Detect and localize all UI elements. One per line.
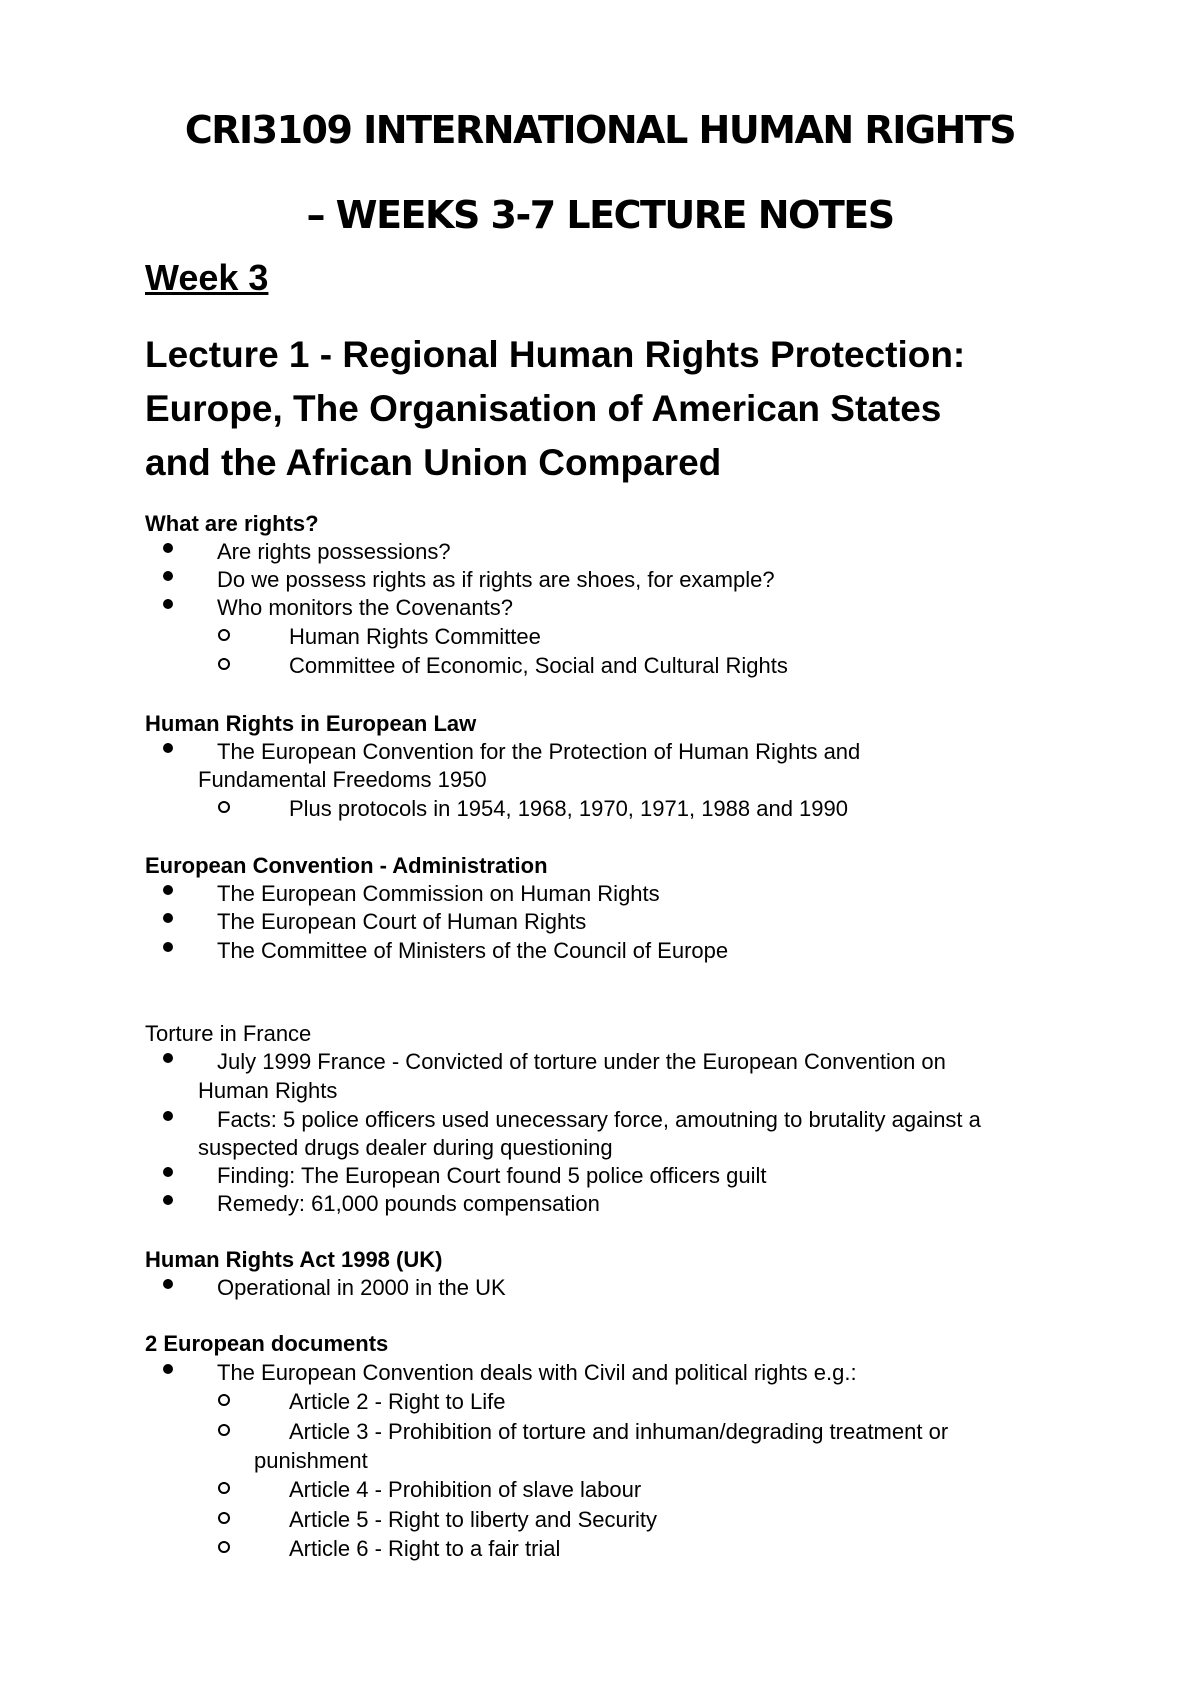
bullet-icon (163, 599, 173, 609)
bullet-icon (163, 1167, 173, 1177)
bullet-icon (163, 913, 173, 923)
section-heading-what-are-rights: What are rights? (145, 511, 319, 536)
lecture-heading (145, 328, 1105, 490)
bullet-icon (163, 885, 173, 895)
lecture-heading-line-2: Europe, The Organisation of American States (145, 388, 942, 429)
document-title-line-1: CRI3109 INTERNATIONAL HUMAN RIGHTS (184, 108, 1016, 152)
section-heading-torture-in-france: Torture in France (145, 1021, 312, 1046)
circle-bullet-icon (218, 1541, 230, 1553)
week-heading: Week 3 (145, 257, 269, 298)
bullet-icon (163, 942, 173, 952)
section-heading-human-rights-act: Human Rights Act 1998 (UK) (145, 1247, 443, 1272)
section-heading-administration: European Convention - Administration (145, 853, 548, 878)
bullet-icon (163, 1195, 173, 1205)
bullet-icon (163, 743, 173, 753)
document-title-line-2: – WEEKS 3-7 LECTURE NOTES (306, 193, 894, 237)
bullet-icon (163, 571, 173, 581)
list-subitem-continuation: punishment (254, 1448, 368, 1473)
circle-bullet-icon (218, 1512, 230, 1524)
bullet-icon (163, 1053, 173, 1063)
list-item-continuation: suspected drugs dealer during questioning (198, 1135, 613, 1160)
circle-bullet-icon (218, 658, 230, 670)
circle-bullet-icon (218, 801, 230, 813)
lecture-heading-line-1: Lecture 1 - Regional Human Rights Protection: (145, 334, 966, 375)
document-title (0, 88, 1200, 258)
circle-bullet-icon (218, 1482, 230, 1494)
lecture-heading-line-3: and the African Union Compared (145, 442, 722, 483)
bullet-icon (163, 543, 173, 553)
circle-bullet-icon (218, 629, 230, 641)
circle-bullet-icon (218, 1424, 230, 1436)
circle-bullet-icon (218, 1394, 230, 1406)
bullet-icon (163, 1111, 173, 1121)
document-page: CRI3109 INTERNATIONAL HUMAN RIGHTS – WEEKS 3-7 LECTURE NOTES Week 3 Lecture 1 - Regional Human Rights Protection: Europe, The Organisation of American States and the African Union Compared What are rights? Are rights possessions? Do we possess rights as if rights are shoes, for example? Who monitors the Covenants? Human Rights Committee Committee of Economic, Social and Cultural Rights Human Rights in European Law The European Convention for the Protection of Human Rights and Fundamental Freedoms 1950 Plus protocols in 1954, 1968, 1970, 1971, 1988 and 1990 European Convention - Administration The European Commission on Human Rights The European Court of Human Rights The Committee of Ministers of the Council of Europe Torture in France July 1999 France - Convicted of torture under the European Convention on Human Rights Facts: 5 police officers used unecessary force, amoutning to brutality against a suspected drugs dealer during questioning Finding: The European Court found 5 police officers guilt Remedy: 61,000 pounds compensation Human Rights Act 1998 (UK) Operational in 2000 in the UK 2 European documents The European Convention deals with Civil and political rights e.g.: Article 2 - Right to Life Article 3 - Prohibition of torture and inhuman/degrading treatment or punishment Article 4 - Prohibition of slave labour Article 5 - Right to liberty and Security Article 6 - Right to a fair trial (0, 0, 1200, 1698)
bullet-icon (163, 1364, 173, 1374)
list-item-continuation: Human Rights (198, 1078, 338, 1103)
section-heading-european-documents: 2 European documents (145, 1331, 389, 1356)
bullet-icon (163, 1279, 173, 1289)
section-heading-european-law: Human Rights in European Law (145, 711, 477, 736)
list-item-continuation: Fundamental Freedoms 1950 (198, 767, 487, 792)
